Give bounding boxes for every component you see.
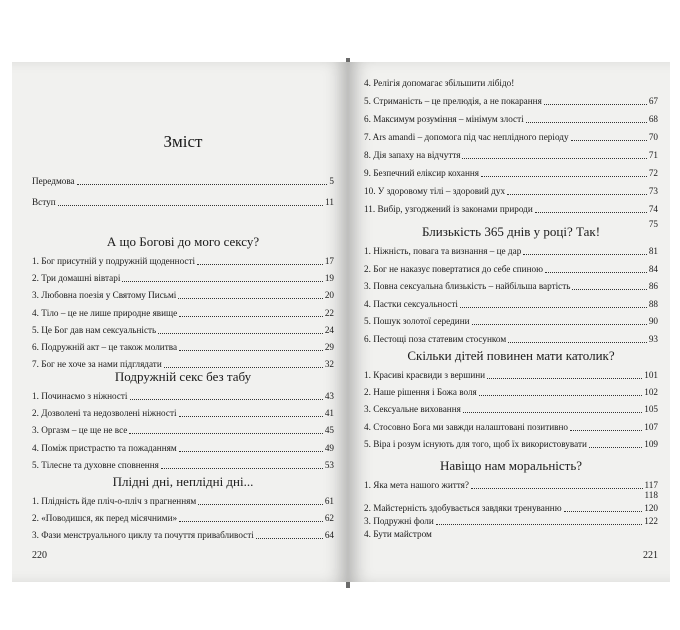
toc-entry-title: 5. Віра і розум існують для того, щоб їх використовувати xyxy=(364,438,587,449)
section-title: Скільки дітей повинен мати католик? xyxy=(407,348,615,363)
toc-entry-title: 1. Яка мета нашого життя? xyxy=(364,480,469,490)
toc-entry xyxy=(364,387,658,398)
toc-entry-page: 68 xyxy=(648,114,658,124)
toc-entry-page: 120 xyxy=(644,503,658,513)
dot-leader xyxy=(523,254,647,255)
toc-entry xyxy=(32,391,334,402)
dot-leader xyxy=(571,140,647,141)
toc-entry-page: 109 xyxy=(644,438,658,449)
toc-entry-title: 4. Поміж пристрастю та пожаданням xyxy=(32,442,177,453)
toc-entry-title: 11. Вибір, узгоджений із законами природи xyxy=(364,204,533,214)
dot-leader xyxy=(179,451,323,452)
toc-entry xyxy=(364,490,658,501)
toc-entry-page: 105 xyxy=(644,404,658,415)
toc-entry-page: 29 xyxy=(324,342,334,352)
toc-entry-page: 93 xyxy=(648,334,658,344)
dot-leader xyxy=(178,298,322,299)
section-title: Навіщо нам моральність? xyxy=(439,458,583,473)
toc-entry-page: 49 xyxy=(324,442,334,453)
toc-entry xyxy=(364,150,658,161)
toc-entry-page: 88 xyxy=(648,298,658,309)
toc-entry-title: 2. Бог не наказує повертатися до себе спиною xyxy=(364,263,543,274)
toc-entry-title: Вступ xyxy=(32,197,56,207)
toc-entry-title: 1. Бог присутній у подружній щоденності xyxy=(32,256,196,266)
toc-entry-title: 1. Плідність йде пліч-о-пліч з прагненням xyxy=(32,496,197,506)
toc-entry xyxy=(32,513,334,524)
dot-leader xyxy=(130,399,323,400)
toc-entry xyxy=(32,290,334,301)
toc-entry-title: 1. Починаємо з ніжності xyxy=(32,391,128,401)
dot-leader xyxy=(460,307,647,308)
toc-entry-title: 7. Бог не хоче за нами підглядати xyxy=(32,359,162,370)
toc-entry-page: 90 xyxy=(648,316,658,327)
toc-entry-page: 20 xyxy=(324,290,334,301)
toc-entry xyxy=(364,404,658,415)
toc-entry xyxy=(364,529,658,540)
dot-leader xyxy=(572,289,646,290)
toc-entry-title: 1. Ніжність, повага та визнання – це дар xyxy=(364,246,522,256)
toc-entry-page: 22 xyxy=(324,307,334,318)
toc-entry xyxy=(364,168,658,179)
toc-entry-title: 3. Фази менструального циклу та почуття привабливості xyxy=(32,530,254,541)
toc-entry-page: 86 xyxy=(648,281,658,292)
toc-entry-title: 6. Подружній акт – це також молитва xyxy=(32,342,178,352)
dot-leader xyxy=(471,488,643,489)
toc-entry-title: 4. Бути майстром xyxy=(364,529,432,539)
toc-entry-page: 5 xyxy=(329,176,334,186)
dot-leader xyxy=(487,378,642,379)
toc-entry xyxy=(364,422,658,433)
toc-entry xyxy=(364,439,658,450)
dot-leader xyxy=(545,272,647,273)
toc-entry xyxy=(32,325,334,336)
dot-leader xyxy=(479,395,642,396)
dot-leader xyxy=(158,333,323,334)
dot-leader xyxy=(463,412,642,413)
toc-entry xyxy=(364,96,658,107)
toc-entry-title: 4. Пастки сексуальності xyxy=(364,298,458,309)
toc-entry-title: 5. Це Бог дав нам сексуальність xyxy=(32,324,157,335)
page-number-right: 221 xyxy=(643,550,658,561)
toc-entry-page: 117 xyxy=(644,480,658,490)
toc-entry-page: 102 xyxy=(644,387,658,398)
toc-entry-title: 7. Ars amandi – допомога під час неплідного періоду xyxy=(364,132,569,142)
toc-entry-title: 1. Красиві краєвиди з вершини xyxy=(364,370,486,380)
toc-entry-page: 71 xyxy=(648,150,658,160)
left-page xyxy=(12,62,348,582)
section-title: Плідні дні, неплідні дні... xyxy=(112,474,254,489)
toc-entry xyxy=(364,503,658,514)
toc-entry xyxy=(364,78,658,89)
toc-entry-page: 61 xyxy=(324,496,334,506)
toc-entry-title: 4. Тіло – це не лише природне явище xyxy=(32,307,178,318)
toc-entry xyxy=(364,334,658,345)
toc-entry-title: 2. «Поводишся, як перед місячними» xyxy=(32,513,178,524)
toc-entry-page: 17 xyxy=(324,256,334,266)
toc-entry xyxy=(32,530,334,541)
toc-entry xyxy=(32,342,334,353)
toc-entry xyxy=(364,316,658,327)
toc-entry-title: 2. Майстерність здобувається завдяки тренуванню xyxy=(364,503,562,513)
toc-entry-page: 84 xyxy=(648,263,658,274)
toc-entry-title: 4. Релігія допомагає збільшити лібідо! xyxy=(364,78,515,88)
toc-entry xyxy=(364,299,658,310)
toc-entry xyxy=(32,197,334,208)
dot-leader xyxy=(161,468,323,469)
toc-entry-title: 3. Повна сексуальна близькість – найбільша вартість xyxy=(364,281,571,292)
toc-title: Зміст xyxy=(163,132,203,151)
toc-entry xyxy=(32,176,334,187)
toc-entry-title: 2. Наше рішення і Божа воля xyxy=(364,387,477,398)
section-title: А що Богові до мого сексу? xyxy=(106,234,260,249)
toc-entry-title: 6. Максимум розуміння – мінімум злості xyxy=(364,114,524,124)
toc-entry-page: 67 xyxy=(648,96,658,106)
toc-entry-title: 5. Стриманість – це прелюдія, а не покарання xyxy=(364,96,542,106)
section-title: Подружній секс без табу xyxy=(114,369,252,384)
toc-entry xyxy=(32,308,334,319)
dot-leader xyxy=(77,184,328,185)
toc-entry xyxy=(364,264,658,275)
dot-leader xyxy=(179,521,323,522)
toc-entry-page: 72 xyxy=(648,168,658,178)
dot-leader xyxy=(544,104,647,105)
toc-entry xyxy=(32,408,334,419)
toc-entry-title: 10. У здоровому тілі – здоровий дух xyxy=(364,186,506,196)
toc-entry-title: 6. Пестощі поза статевим стосунком xyxy=(364,334,507,344)
toc-entry-title: 3. Оргазм – це ще не все xyxy=(32,425,128,436)
dot-leader xyxy=(481,176,647,177)
toc-entry-page: 11 xyxy=(325,197,334,207)
toc-entry xyxy=(364,370,658,381)
toc-entry xyxy=(32,425,334,436)
toc-entry xyxy=(364,186,658,197)
toc-entry xyxy=(364,516,658,527)
toc-entry xyxy=(32,460,334,471)
dot-leader xyxy=(256,538,323,539)
toc-entry-title: 3. Сексуальне виховання xyxy=(364,404,461,415)
dot-leader xyxy=(472,324,647,325)
toc-entry-page: 107 xyxy=(644,421,658,432)
toc-entry-page: 32 xyxy=(324,359,334,370)
dot-leader xyxy=(129,433,322,434)
toc-entry xyxy=(32,256,334,267)
toc-entry-page: 74 xyxy=(648,204,658,214)
toc-entry-page: 81 xyxy=(648,246,658,256)
section-title: Близькість 365 днів у році? Так! xyxy=(421,224,601,239)
toc-entry-page: 62 xyxy=(324,513,334,524)
toc-entry-title: 3. Подружні фоли xyxy=(364,516,434,526)
toc-entry-page: 73 xyxy=(648,186,658,196)
dot-leader xyxy=(526,122,647,123)
toc-entry-title: 8. Дія запаху на відчуття xyxy=(364,150,461,160)
dot-leader xyxy=(179,350,323,351)
toc-entry-title: 4. Стосовно Бога ми завжди налаштовані позитивно xyxy=(364,421,568,432)
dot-leader xyxy=(122,281,322,282)
dot-leader xyxy=(507,194,647,195)
toc-entry xyxy=(364,246,658,257)
page-number-left: 220 xyxy=(32,550,47,561)
toc-entry-page: 41 xyxy=(324,408,334,419)
toc-entry xyxy=(32,443,334,454)
toc-entry-page: 53 xyxy=(324,459,334,470)
dot-leader xyxy=(179,316,323,317)
toc-entry-page: 43 xyxy=(324,391,334,401)
toc-entry xyxy=(32,273,334,284)
dot-leader xyxy=(198,504,323,505)
toc-entry xyxy=(364,204,658,215)
toc-entry-title: 2. Три домашні вівтарі xyxy=(32,273,121,284)
dot-leader xyxy=(535,212,647,213)
dot-leader xyxy=(436,524,642,525)
toc-entry-page: 19 xyxy=(324,273,334,284)
toc-entry xyxy=(364,132,658,143)
toc-entry xyxy=(364,281,658,292)
dot-leader xyxy=(570,430,642,431)
dot-leader xyxy=(564,511,643,512)
dot-leader xyxy=(462,158,646,159)
toc-entry-page: 70 xyxy=(648,132,658,142)
toc-entry-title: Передмова xyxy=(32,176,75,186)
toc-entry-title: 9. Безпечний еліксир кохання xyxy=(364,168,480,178)
toc-entry xyxy=(32,496,334,507)
dot-leader xyxy=(179,416,323,417)
dot-leader xyxy=(508,342,647,343)
toc-entry-title: 2. Дозволені та недозволені ніжності xyxy=(32,408,177,419)
toc-entry-page: 101 xyxy=(644,370,658,380)
toc-entry-page: 45 xyxy=(324,425,334,436)
toc-entry-page: 75 xyxy=(648,219,658,229)
right-page xyxy=(348,62,670,582)
toc-entry-title: 5. Пошук золотої середини xyxy=(364,316,470,327)
toc-entry-page: 118 xyxy=(644,490,658,500)
toc-entry-title: 3. Любовна поезія у Святому Письмі xyxy=(32,290,177,301)
toc-entry-title: 5. Тілесне та духовне сповнення xyxy=(32,459,159,470)
toc-entry-page: 122 xyxy=(644,516,658,526)
dot-leader xyxy=(589,447,642,448)
toc-entry-page: 64 xyxy=(324,530,334,541)
dot-leader xyxy=(197,264,323,265)
toc-entry-page: 24 xyxy=(324,324,334,335)
dot-leader xyxy=(58,205,324,206)
toc-entry xyxy=(364,114,658,125)
